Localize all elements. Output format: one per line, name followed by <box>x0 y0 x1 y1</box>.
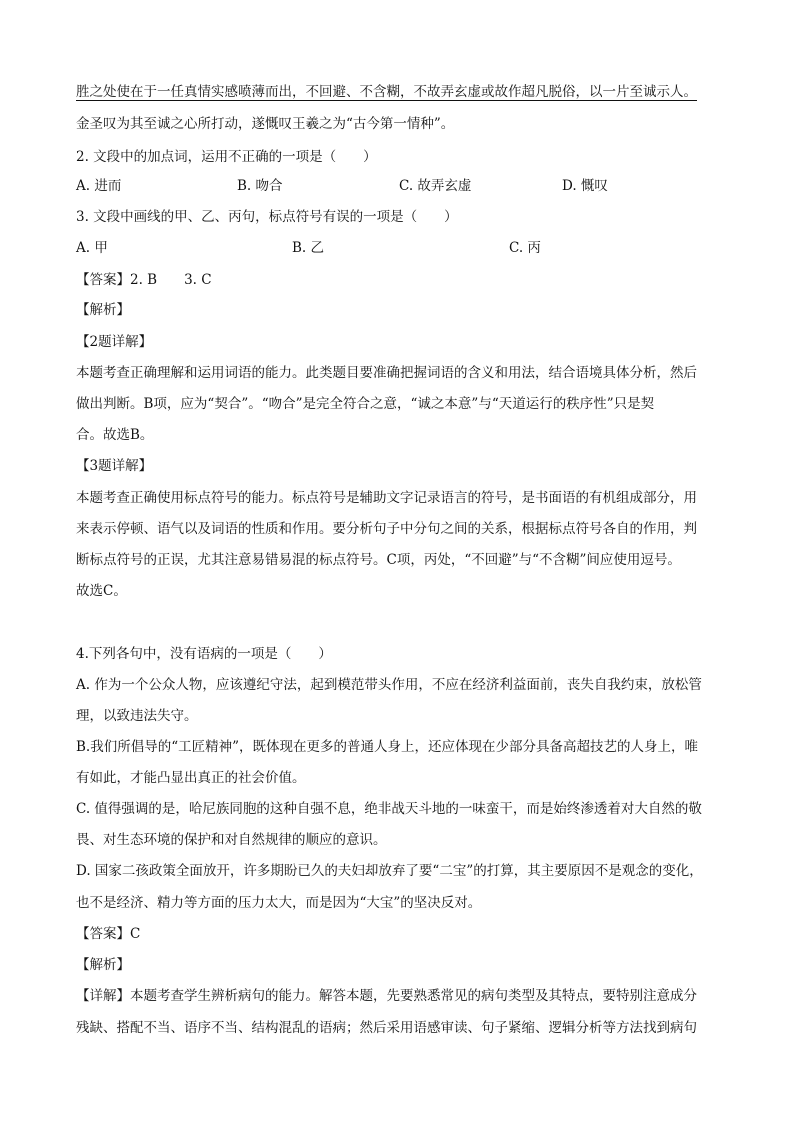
question-3-option-b: B. 乙 <box>292 240 325 256</box>
question-4-line-6: 畏、对生态环境的保护和对自然规律的顺应的意识。 <box>76 832 387 848</box>
passage-line-2: 金圣叹为其至诚之心所打动，遂慨叹王羲之为“古今第一情种”。 <box>76 116 455 132</box>
question-2-option-b: B. 吻合 <box>237 178 283 194</box>
question-3-stem: 3. 文段中画线的甲、乙、丙句，标点符号有误的一项是（ ） <box>76 209 458 225</box>
detail-3-line-1: 本题考查正确使用标点符号的能力。标点符号是辅助文字记录语言的符号，是书面语的有机组成部分，用 <box>76 490 697 506</box>
answer-q2-q3: 【答案】2. B 3. C <box>76 272 212 288</box>
question-2-option-d: D. 慨叹 <box>562 178 608 194</box>
passage-line-1: 胜之处使在于一任真情实感喷薄而出，不回避、不含糊，不故弄玄虚或故作超凡脱俗，以一片至诚示人。 <box>76 84 697 100</box>
detail-4-line-1: 【详解】本题考查学生辨析病句的能力。解答本题，先要熟悉常见的病句类型及其特点，要特别注意成分 <box>76 988 697 1004</box>
question-4-stem: 4.下列各句中，没有语病的一项是（ ） <box>76 646 332 662</box>
question-4-line-3: B.我们所倡导的“工匠精神”，既体现在更多的普通人身上，还应体现在少部分具备高超技艺的人身上，唯 <box>76 739 699 755</box>
detail-3-line-4: 故选C。 <box>76 583 127 599</box>
question-2-options <box>0 175 794 197</box>
question-3-options <box>0 237 794 259</box>
question-2-option-a: A. 进而 <box>76 178 122 194</box>
detail-3-title: 【3题详解】 <box>76 458 153 474</box>
analysis-label-2: 【解析】 <box>76 957 130 973</box>
detail-3-line-3: 断标点符号的正误，尤其注意易错易混的标点符号。C项，丙处，“不回避”与“不含糊”间应使用逗号。 <box>76 552 681 568</box>
question-4-line-7: D. 国家二孩政策全面放开，许多期盼已久的夫妇却放弃了要“二宝”的打算，其主要原因不是观念的变化， <box>76 863 703 879</box>
analysis-label-1: 【解析】 <box>76 302 130 318</box>
detail-4-line-2: 残缺、搭配不当、语序不当、结构混乱的语病；然后采用语感审读、句子紧缩、逻辑分析等方法找到病句 <box>76 1020 697 1036</box>
question-4-line-8: 也不是经济、精力等方面的压力太大，而是因为“大宝”的坚决反对。 <box>76 895 482 911</box>
question-4-line-2: 理，以致违法失守。 <box>76 708 198 724</box>
detail-2-line-2: 做出判断。B项，应为“契合”。“吻合”是完全符合之意，“诚之本意”与“天道运行的秩序性”只是契 <box>76 396 655 412</box>
detail-2-line-1: 本题考查正确理解和运用词语的能力。此类题目要准确把握词语的含义和用法，结合语境具体分析，然后 <box>76 365 697 381</box>
detail-3-line-2: 来表示停顿、语气以及词语的性质和作用。要分析句子中分句之间的关系，根据标点符号各自的作用，判 <box>76 521 697 537</box>
answer-q4: 【答案】C <box>76 926 141 942</box>
question-4-line-4: 有如此，才能凸显出真正的社会价值。 <box>76 770 306 786</box>
question-3-option-a: A. 甲 <box>76 240 108 256</box>
question-2-stem: 2. 文段中的加点词，运用不正确的一项是（ ） <box>76 149 377 165</box>
detail-2-line-3: 合。故选B。 <box>76 427 154 443</box>
question-4-line-5: C. 值得强调的是，哈尼族同胞的这种自强不息，绝非战天斗地的一味蛮干，而是始终渗透着对大自然的敬 <box>76 801 702 817</box>
detail-2-title: 【2题详解】 <box>76 334 153 350</box>
question-2-option-c: C. 故弄玄虚 <box>399 178 472 194</box>
question-4-line-1: A. 作为一个公众人物，应该遵纪守法，起到模范带头作用，不应在经济利益面前，丧失自我约束，放松管 <box>76 677 702 693</box>
question-3-option-c: C. 丙 <box>509 240 541 256</box>
